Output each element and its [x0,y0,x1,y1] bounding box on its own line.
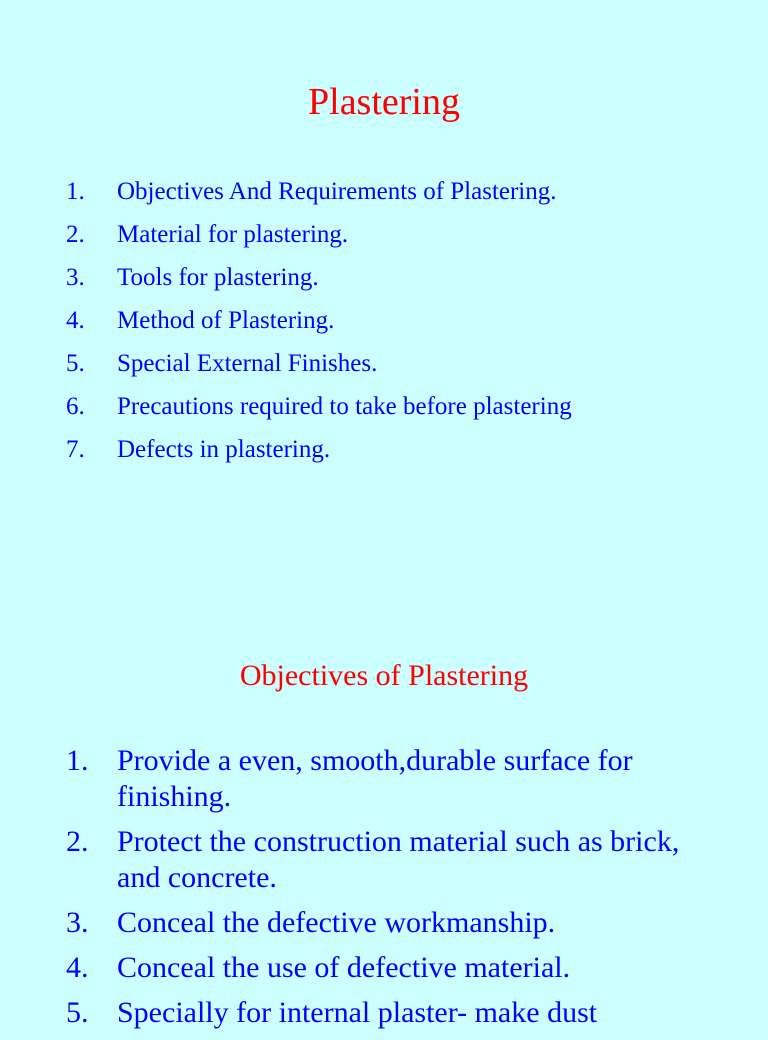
list-item [0,170,768,213]
slide-title: Objectives of Plastering [239,659,529,692]
list-item-number: 1. [66,178,85,205]
list-item-number: 1. [66,744,89,777]
list-item [0,950,768,986]
list-item-text: Conceal the use of defective material. [117,951,571,984]
list-item-text: Method of Plastering. [117,307,335,334]
list-item-text: Conceal the defective workmanship. [117,906,556,939]
list-item-number: 6. [66,393,85,420]
slide-objectives-of-plastering [0,560,768,1029]
list-item-text: Material for plastering. [117,221,349,248]
list-item [0,428,768,471]
list-item-text: Protect the construction material such as brick, and concrete. [117,825,680,894]
list-item [0,342,768,385]
list-item-number: 7. [66,436,85,463]
list-item [0,995,768,1031]
list-item [0,385,768,428]
list-item-text: Tools for plastering. [117,264,319,291]
list-item-number: 3. [66,264,85,291]
list-item-number: 2. [66,221,85,248]
list-item-text: Defects in plastering. [117,436,331,463]
list-item-number: 5. [66,350,85,377]
list-item [0,213,768,256]
objectives-list [0,743,768,1040]
list-item [0,299,768,342]
list-item-number: 4. [66,307,85,334]
slide-title: Plastering [308,81,460,123]
list-item-text: Special External Finishes. [117,350,378,377]
list-item-number: 3. [66,906,89,939]
contents-list [0,170,768,471]
list-item-number: 5. [66,996,89,1029]
list-item [0,256,768,299]
list-item-number: 4. [66,951,89,984]
list-item-text: Provide a even, smooth,durable surface for finishing. [117,744,633,813]
list-item-text: Precautions required to take before plastering [117,393,572,420]
list-item-number: 2. [66,825,89,858]
list-item-text: Objectives And Requirements of Plastering. [117,178,557,205]
list-item [0,743,768,815]
list-item-text: Specially for internal plaster- make dust [117,996,598,1029]
list-item [0,824,768,896]
list-item [0,905,768,941]
